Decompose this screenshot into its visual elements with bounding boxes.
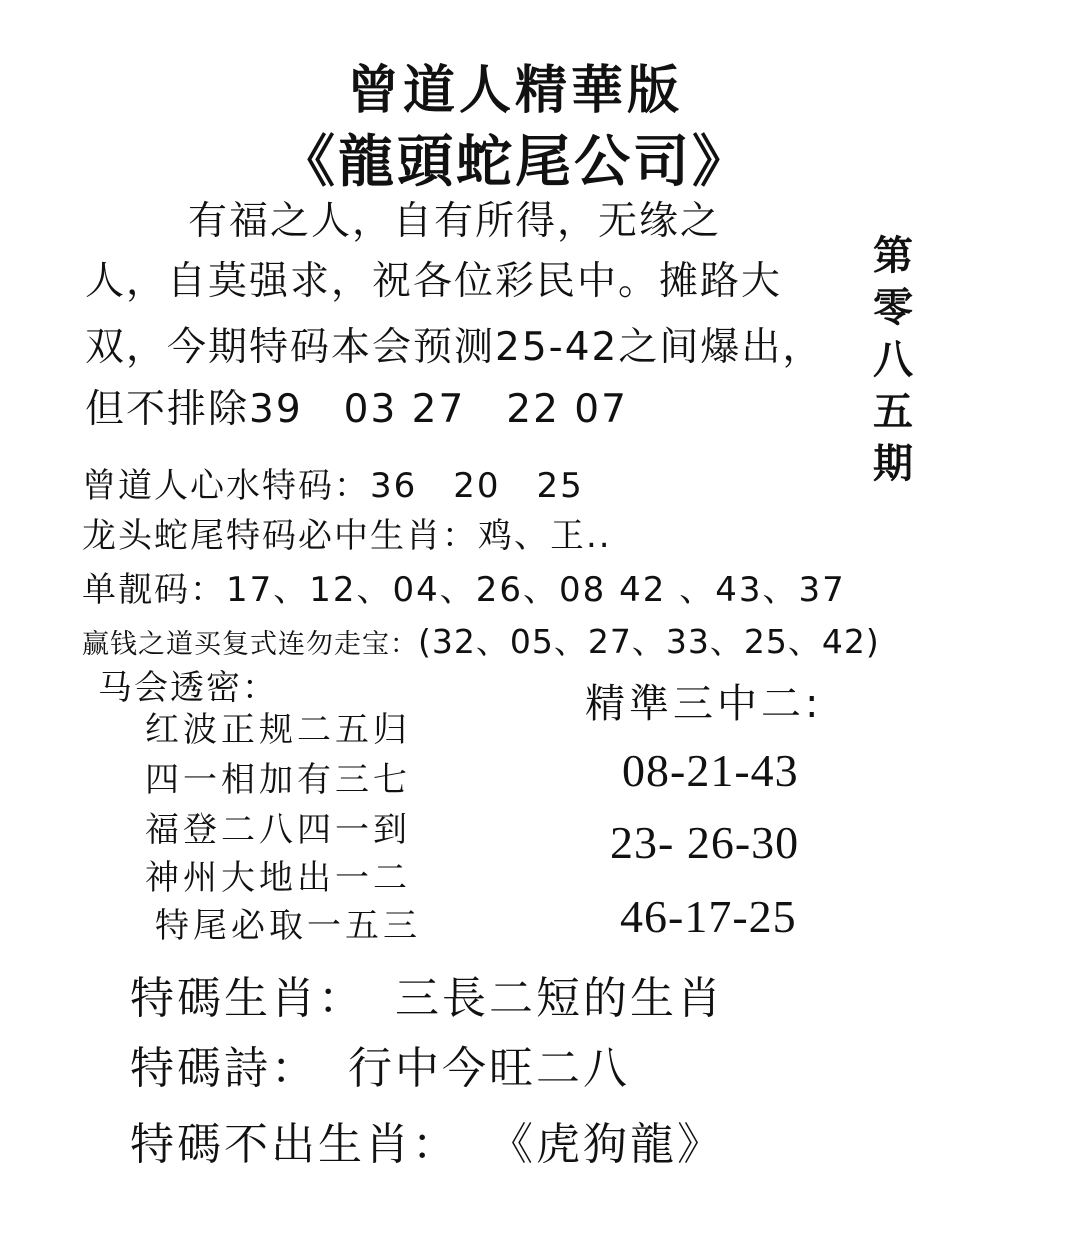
bottom-poem-label: 特碼詩： [130, 1043, 318, 1094]
intro-line-4: 但不排除39 03 27 22 07 [85, 387, 628, 432]
issue-char: 期 [873, 440, 913, 487]
xinshui-line [82, 458, 584, 507]
xinshui-values: 36 20 25 [370, 466, 584, 506]
pick-title: 精準三中二: [585, 681, 823, 727]
bottom-zodiac-label: 特碼生肖： [130, 973, 365, 1024]
issue-char: 八 [873, 336, 913, 383]
zodiac-values: 鸡、㠪.. [478, 516, 612, 556]
pick-set-3: 46-17-25 [620, 891, 797, 942]
issue-char: 零 [873, 284, 913, 331]
single-values: 17、12、04、26、08 42 、43、37 [226, 570, 846, 610]
secret-line-5: 特尾必取一五三 [155, 906, 421, 946]
win-values: (32、05、27、33、25、42) [418, 622, 880, 661]
intro-line-1: 有福之人，自有所得，无缘之 [188, 199, 722, 244]
bottom-zodiac-value: 三長二短的生肖 [395, 973, 724, 1024]
zodiac-label: 龙头蛇尾特码必中生肖： [82, 516, 478, 556]
intro-line-3: 双，今期特码本会预测25-42之间爆出， [85, 325, 824, 370]
intro-line-2: 人，自莫强求，祝各位彩民中。摊路大 [85, 259, 783, 304]
bottom-poem-value: 行中今旺二八 [348, 1043, 630, 1094]
pick-set-1: 08-21-43 [622, 745, 799, 796]
issue-char: 第 [873, 232, 913, 279]
bottom-exclude-label: 特碼不出生肖： [130, 1119, 459, 1170]
issue-char: 五 [873, 388, 913, 435]
bottom-poem-line [130, 1032, 630, 1096]
single-line [82, 562, 846, 611]
xinshui-label: 曾道人心水特码： [82, 466, 370, 506]
single-label: 单靓码： [82, 570, 226, 610]
secret-line-4: 神州大地出一二 [145, 858, 411, 898]
secret-line-3: 福登二八四一到 [145, 810, 411, 850]
secret-title: 马会透密： [98, 668, 278, 708]
bottom-exclude-value: 《虎狗龍》 [489, 1119, 724, 1170]
secret-line-2: 四一相加有三七 [145, 760, 411, 800]
pick-set-2: 23- 26-30 [610, 817, 800, 868]
secret-line-1: 红波正规二五归 [145, 710, 411, 750]
win-label: 赢钱之道买复式连勿走宝： [82, 629, 418, 660]
sheet-subtitle: 《龍頭蛇尾公司》 [279, 129, 751, 195]
sheet-title: 曾道人精華版 [346, 60, 683, 121]
zodiac-line [82, 508, 612, 557]
issue-number-vertical [868, 230, 918, 490]
bottom-zodiac-line [130, 962, 724, 1026]
win-line [82, 616, 880, 663]
bottom-exclude-line [130, 1108, 724, 1172]
